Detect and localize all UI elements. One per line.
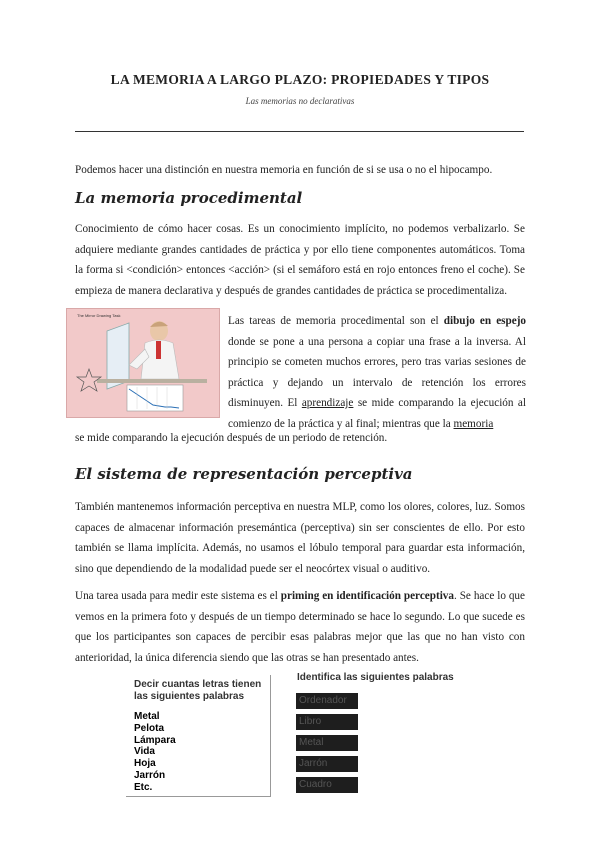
study-word: Jarrón (134, 769, 166, 781)
document-subtitle: Las memorias no declarativas (245, 96, 355, 106)
link-memoria[interactable]: memoria (453, 417, 494, 430)
study-word: Vida (134, 746, 155, 758)
degraded-word: Metal (296, 735, 358, 751)
perceptual-paragraph: También mantenemos información perceptiva en nuestra MLP, como los olores, colores, luz. Somos capaces de almacenar información presemántica (perceptiva) sin ser conscientes de ello. Por esto también se llama implícita. Además, no usamos el lóbulo temporal para guardar esta información, sino que dependiendo de la modalidad puede ser el neocórtex visual o auditivo. (75, 501, 525, 575)
study-word: Etc. (134, 781, 153, 793)
priming-paragraph: Una tarea usada para medir este sistema es el priming en identificación perceptiva. Se hace lo que vemos en la primera foto y después de un tiempo determinado se hace lo segundo. Lo que sucede es que los participantes son capaces de percibir esas palabras mejor que las que no han visto con anterioridad, la única diferencia siendo que las otras se han presentado antes. (75, 590, 525, 664)
intro-paragraph: Podemos hacer una distinción en nuestra memoria en función de si se usa o no el hipocampo. (75, 164, 493, 176)
figure-label: The Mirror Drawing Task (77, 313, 121, 318)
study-word-list (134, 711, 176, 794)
degraded-word: Libro (296, 714, 358, 730)
identify-instruction: Identifica las siguientes palabras (297, 672, 454, 683)
section-heading-procedural: La memoria procedimental (75, 189, 303, 207)
study-word: Hoja (134, 758, 156, 770)
study-word: Lámpara (134, 734, 176, 746)
section-heading-perceptual: El sistema de representación perceptiva (75, 465, 413, 483)
degraded-word: Ordenador (296, 693, 358, 709)
header-divider (75, 131, 524, 132)
mirror-drawing-illustration (67, 309, 219, 417)
mirror-drawing-paragraph-b: se mide comparando la ejecución después de un periodo de retención. (75, 432, 388, 444)
procedural-paragraph: Conocimiento de cómo hacer cosas. Es un conocimiento implícito, no podemos verbalizarlo. Se adquiere mediante grandes cantidades de práctica y por ello tiene componentes automáticos. Toma la forma si <condición> entonces <acción> (si el semáforo está en rojo entonces freno el coche). Se empieza de manera declarativa y después de grandes cantidades de práctica se procedimentaliza. (75, 223, 525, 297)
study-word: Metal (134, 711, 160, 722)
mirror-drawing-paragraph-a: Las tareas de memoria procedimental son el dibujo en espejo donde se pone a una persona a copiar una frase a la inversa. Al principio se cometen muchos errores, pero tras varias sesiones de práctica y dejando un intervalo de retención los errores disminuyen. El aprendizaje se mide comparando la ejecución al comienzo de la práctica y al final; mientras que la memoria (228, 315, 527, 430)
degraded-word: Cuadro (296, 777, 358, 793)
study-instruction: Decir cuantas letras tienen las siguientes palabras (134, 679, 262, 702)
link-aprendizaje[interactable]: aprendizaje (301, 397, 354, 409)
degraded-word: Jarrón (296, 756, 358, 772)
document-title: LA MEMORIA A LARGO PLAZO: PROPIEDADES Y TIPOS (110, 72, 490, 87)
priming-study-box (126, 675, 271, 797)
study-word: Pelota (134, 722, 165, 734)
mirror-drawing-figure (66, 308, 220, 418)
